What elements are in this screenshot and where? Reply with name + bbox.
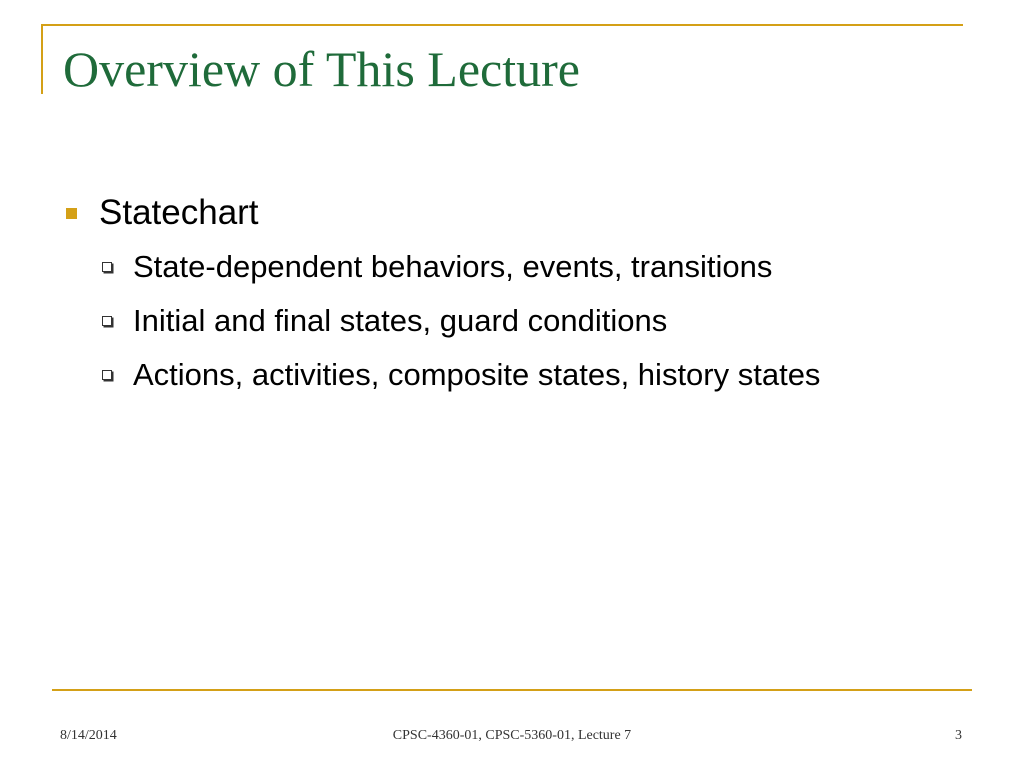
hollow-square-bullet-icon	[102, 262, 112, 272]
frame-left-line	[41, 24, 43, 94]
sub-bullet-list	[60, 240, 980, 402]
hollow-square-bullet-icon	[102, 316, 112, 326]
slide-content	[60, 190, 980, 402]
bullet-item	[60, 190, 980, 236]
footer-course-label: CPSC-4360-01, CPSC-5360-01, Lecture 7	[392, 728, 632, 743]
square-bullet-icon	[66, 208, 77, 219]
footer-divider	[52, 689, 972, 691]
sub-bullet-text: Actions, activities, composite states, history states	[133, 357, 821, 392]
slide-title: Overview of This Lecture	[63, 41, 580, 97]
frame-top-line	[41, 24, 963, 26]
bullet-text: Statechart	[99, 193, 259, 232]
hollow-square-bullet-icon	[102, 370, 112, 380]
sub-bullet-text: State-dependent behaviors, events, transitions	[133, 249, 773, 284]
sub-bullet-item	[102, 294, 980, 348]
sub-bullet-text: Initial and final states, guard conditions	[133, 303, 668, 338]
footer-date: 8/14/2014	[60, 728, 117, 743]
sub-bullet-item	[102, 240, 980, 294]
page-number: 3	[955, 728, 962, 743]
sub-bullet-item	[102, 348, 980, 402]
